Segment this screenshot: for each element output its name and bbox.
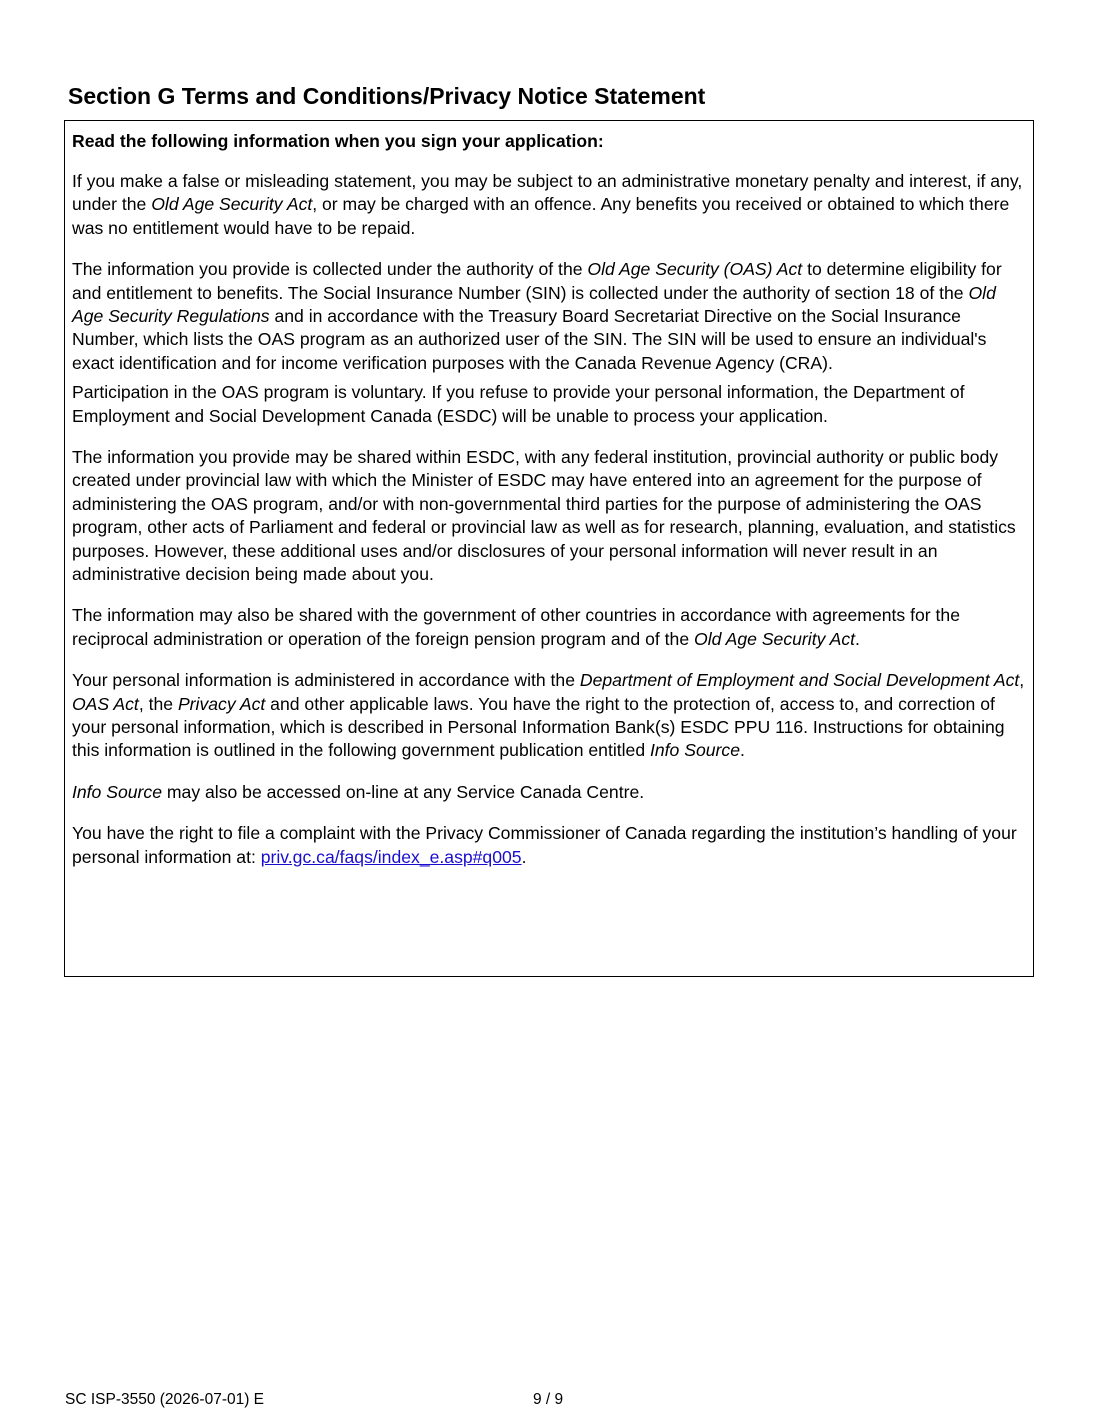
act-name: Department of Employment and Social Development Act (579, 670, 1020, 691)
text-span: may also be accessed on-line at any Service Canada Centre. (161, 781, 645, 802)
administration-rights-paragraph (72, 669, 1026, 763)
text-span: , (1019, 670, 1025, 691)
act-name: Old Age Security Act (694, 628, 856, 649)
text-span: and in accordance with the Treasury Board Secretariat Directive on the Social Insurance Number, which lists the OAS program as an authorized user of the SIN. The SIN will be used to ensure an individual's exact identification and for income verification purposes with the Canada Revenue Agency (CRA). (72, 305, 987, 373)
voluntary-participation-paragraph: Participation in the OAS program is voluntary. If you refuse to provide your personal information, the Department of Employment and Social Development Canada (ESDC) will be unable to process your application. (72, 382, 965, 426)
notice-lead: Read the following information when you sign your application: (72, 131, 604, 151)
text-span: and other applicable laws. You have the right to the protection of, access to, and correction of your personal information, which is described in Personal Information Bank(s) ESDC PPU 116. Instructions for obtaining this information is outlined in the following government publication entitled (72, 693, 1005, 761)
publication-name: Info Source (72, 781, 162, 802)
text-span: to determine eligibility for and entitlement to benefits. The Social Insurance Number (SIN) is collected under the authority of section 18 of the (72, 259, 1002, 303)
false-statement-paragraph (72, 170, 1026, 240)
collection-authority-paragraph (72, 258, 1026, 375)
complaint-paragraph (72, 822, 1026, 869)
act-name: OAS Act (72, 693, 139, 714)
regulations-name: Old Age Security Regulations (72, 282, 996, 326)
text-span: The information may also be shared with the government of other countries in accordance with agreements for the reciprocal administration or operation of the foreign pension program and of the (72, 605, 960, 649)
page-number: 9 / 9 (533, 1391, 564, 1408)
text-span: If you make a false or misleading statement, you may be subject to an administrative monetary penalty and interest, if any, under the (72, 170, 1023, 215)
text-span: , or may be charged with an offence. Any benefits you received or obtained to which there was no entitlement would have to be repaid. (72, 194, 1010, 238)
information-sharing-paragraph: The information you provide may be shared within ESDC, with any federal institution, provincial authority or public body created under provincial law with which the Minister of ESDC may have entered into an agreement for the purpose of administering the OAS program, and/or with non-governmental third parties for the purpose of administering the OAS program, other acts of Parliament and federal or provincial law as well as for research, planning, evaluation, and statistics purposes. However, these additional uses and/or disclosures of your personal information will never result in an administrative decision being made about you. (72, 446, 1016, 584)
text-span: . (855, 628, 860, 649)
foreign-sharing-paragraph (72, 604, 1026, 651)
text-span: Your personal information is administered in accordance with the (72, 670, 580, 691)
text-span: . (521, 846, 527, 867)
act-name: Privacy Act (177, 693, 266, 714)
info-source-paragraph (72, 781, 1026, 804)
publication-name: Info Source (650, 740, 740, 761)
text-span: . (739, 740, 745, 761)
act-name: Old Age Security Act (151, 194, 313, 215)
text-span: You have the right to file a complaint with the Privacy Commissioner of Canada regarding the institution’s handling of your personal information at: (72, 823, 1017, 867)
text-span: , the (138, 693, 178, 714)
act-name: Old Age Security (OAS) Act (587, 259, 803, 280)
section-title: Section G Terms and Conditions/Privacy Notice Statement (68, 83, 706, 109)
privacy-notice-box (64, 120, 1034, 977)
text-span: The information you provide is collected under the authority of the (72, 259, 588, 280)
privacy-commissioner-link[interactable]: priv.gc.ca/faqs/index_e.asp#q005 (260, 846, 522, 867)
form-code: SC ISP-3550 (2026-07-01) E (65, 1391, 265, 1408)
